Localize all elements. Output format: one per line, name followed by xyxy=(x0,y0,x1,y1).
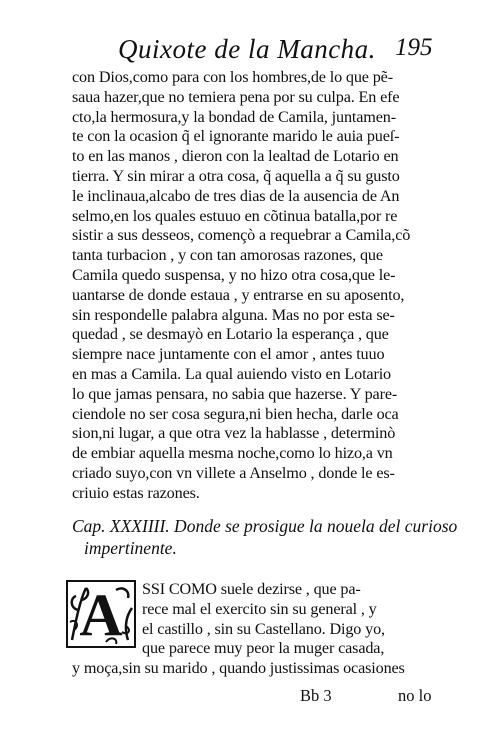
svg-text:A: A xyxy=(79,582,123,648)
text-line: y moça,sin su marido , quando justissimas ocasiones xyxy=(72,659,405,678)
text-line: ciendole no ser cosa segura,ni bien hecha, darle oca xyxy=(72,404,399,423)
text-line: sistir a sus desseos, començò a requebrar a Camila,cõ xyxy=(72,226,411,245)
text-line: criado suyo,con vn villete a Anselmo , donde le es- xyxy=(72,463,395,482)
text-line: sin respondelle palabra alguna. Mas no por esta se- xyxy=(72,305,395,324)
text-line: SSI COMO suele dezirse , que pa- xyxy=(142,580,361,598)
text-line: lo que jamas pensara, no sabia que hazerse. Y pare- xyxy=(72,384,398,403)
chapter-heading xyxy=(72,515,458,559)
text-line: uantarse de donde estaua , y entrarse en su aposento, xyxy=(72,285,405,304)
text-line: saua hazer,que no temiera pena por su culpa. En efe xyxy=(72,87,400,106)
text-line: tanta turbacion , y con tan amorosas razones, que xyxy=(72,246,383,265)
second-text-block xyxy=(72,580,444,679)
text-line: rece mal el exercito sin su general , y xyxy=(142,599,377,618)
text-line: te con la ocasion q̃ el ignorante marido le auia pueſ- xyxy=(72,127,400,146)
text-line: que parece muy peor la muger casada, xyxy=(142,639,385,658)
chapter-title-line: Cap. XXXIIII. Donde se prosigue la nouela del curioso xyxy=(72,516,458,536)
running-title: Quixote de la Mancha. xyxy=(118,34,376,64)
text-line: selmo,en los quales estuuo en cõtinua batalla,por re xyxy=(72,206,398,225)
text-line: con Dios,como para con los hombres,de lo que pẽ- xyxy=(72,68,393,86)
text-line: sion,ni lugar, a que otra vez la hablasse , determinò xyxy=(72,424,396,443)
page-number: 195 xyxy=(395,34,433,61)
signature-mark: Bb 3 xyxy=(300,686,332,705)
text-line: cto,la hermosura,y la bondad de Camila, juntamen- xyxy=(72,107,396,126)
text-line: quedad , se desmayò en Lotario la esperança , que xyxy=(72,325,389,344)
text-line: le inclinaua,alcabo de tres dias de la ausencia de An xyxy=(72,186,400,205)
text-line: to en las manos , dieron con la lealtad de Lotario en xyxy=(72,147,399,166)
page-header xyxy=(0,34,500,68)
text-line: tierra. Y sin mirar a otra cosa, q̃ aquella a q̃ su gusto xyxy=(72,166,400,185)
text-line: criuio estas razones. xyxy=(72,483,200,502)
text-line: de embiar aquella mesma noche,como lo hizo,a vn xyxy=(72,444,393,463)
text-line: en mas a Camila. La qual auiendo visto en Lotario xyxy=(72,364,392,383)
catchword: no lo xyxy=(398,686,432,705)
text-line: Camila quedo suspensa, y no hizo otra cosa,que le- xyxy=(72,265,396,284)
chapter-title-line: impertinente. xyxy=(84,538,177,558)
main-text-block xyxy=(72,68,444,504)
text-line: siempre nace juntamente con el amor , antes tuuo xyxy=(72,345,385,364)
text-line: el castillo , sin su Castellano. Digo yo, xyxy=(142,619,385,638)
